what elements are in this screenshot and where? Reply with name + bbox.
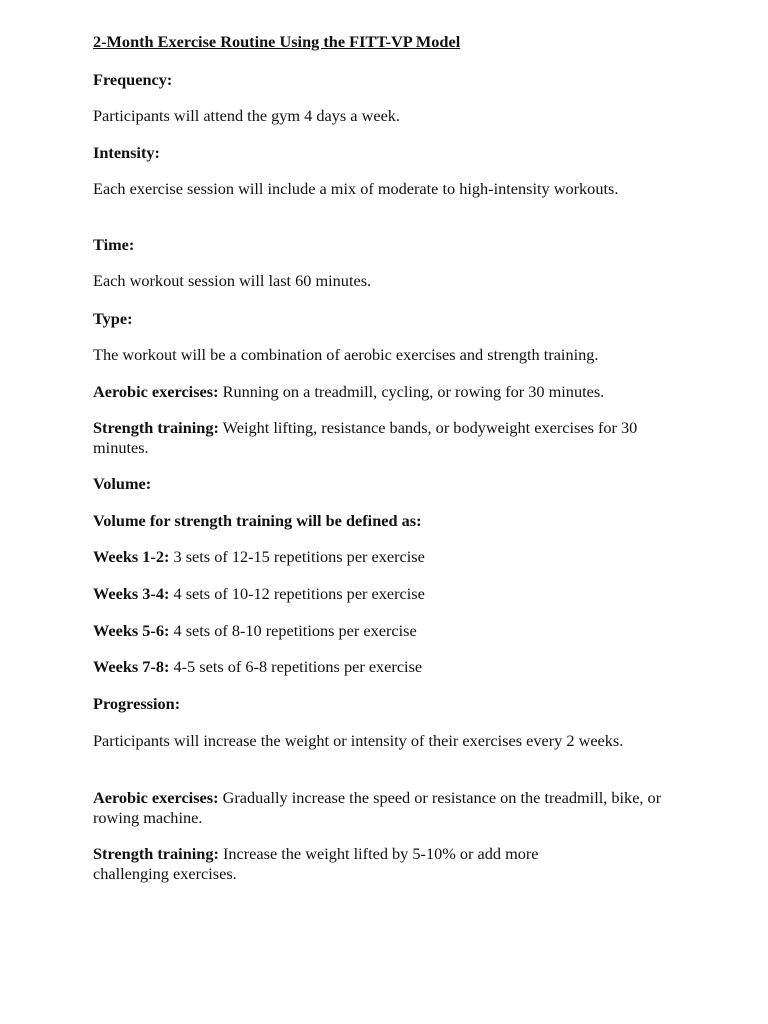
week-text: 4 sets of 8-10 repetitions per exercise [169,621,417,640]
type-heading: Type: [93,309,133,328]
volume-heading: Volume: [93,474,152,493]
progression-strength-label: Strength training: [93,844,219,863]
progression-strength-paragraph [93,844,603,883]
week-text: 3 sets of 12-15 repetitions per exercise [169,547,425,566]
type-aerobic-paragraph [93,382,673,402]
progression-strength-text: Increase the weight lifted by 5-10% or add more challenging exercises. [93,844,539,883]
volume-week-item [93,621,673,641]
time-heading: Time: [93,235,135,254]
intensity-text: Each exercise session will include a mix of moderate to high-intensity workouts. [93,179,619,198]
volume-week-item [93,584,673,604]
week-label: Weeks 3-4: [93,584,170,603]
type-text: The workout will be a combination of aerobic exercises and strength training. [93,345,599,364]
frequency-heading: Frequency: [93,70,173,89]
volume-week-item [93,657,673,677]
volume-week-item [93,547,673,567]
type-aerobic-label: Aerobic exercises: [93,382,219,401]
type-strength-paragraph [93,418,663,457]
progression-aerobic-paragraph [93,788,673,827]
progression-aerobic-label: Aerobic exercises: [93,788,219,807]
week-label: Weeks 7-8: [93,657,170,676]
week-text: 4 sets of 10-12 repetitions per exercise [169,584,425,603]
frequency-text: Participants will attend the gym 4 days a week. [93,106,401,125]
progression-text: Participants will increase the weight or intensity of their exercises every 2 weeks. [93,731,624,750]
time-text: Each workout session will last 60 minutes. [93,271,372,290]
type-strength-label: Strength training: [93,418,219,437]
document-title: 2-Month Exercise Routine Using the FITT-VP Model [93,32,461,51]
volume-subheading: Volume for strength training will be defined as: [93,511,422,530]
week-text: 4-5 sets of 6-8 repetitions per exercise [169,657,423,676]
progression-heading: Progression: [93,694,181,713]
intensity-heading: Intensity: [93,143,160,162]
type-aerobic-text: Running on a treadmill, cycling, or rowing for 30 minutes. [218,382,605,401]
progression-aerobic-text: Gradually increase the speed or resistance on the treadmill, bike, or rowing machine. [93,788,662,827]
type-strength-text: Weight lifting, resistance bands, or bodyweight exercises for 30 minutes. [93,418,638,457]
week-label: Weeks 5-6: [93,621,170,640]
week-label: Weeks 1-2: [93,547,170,566]
